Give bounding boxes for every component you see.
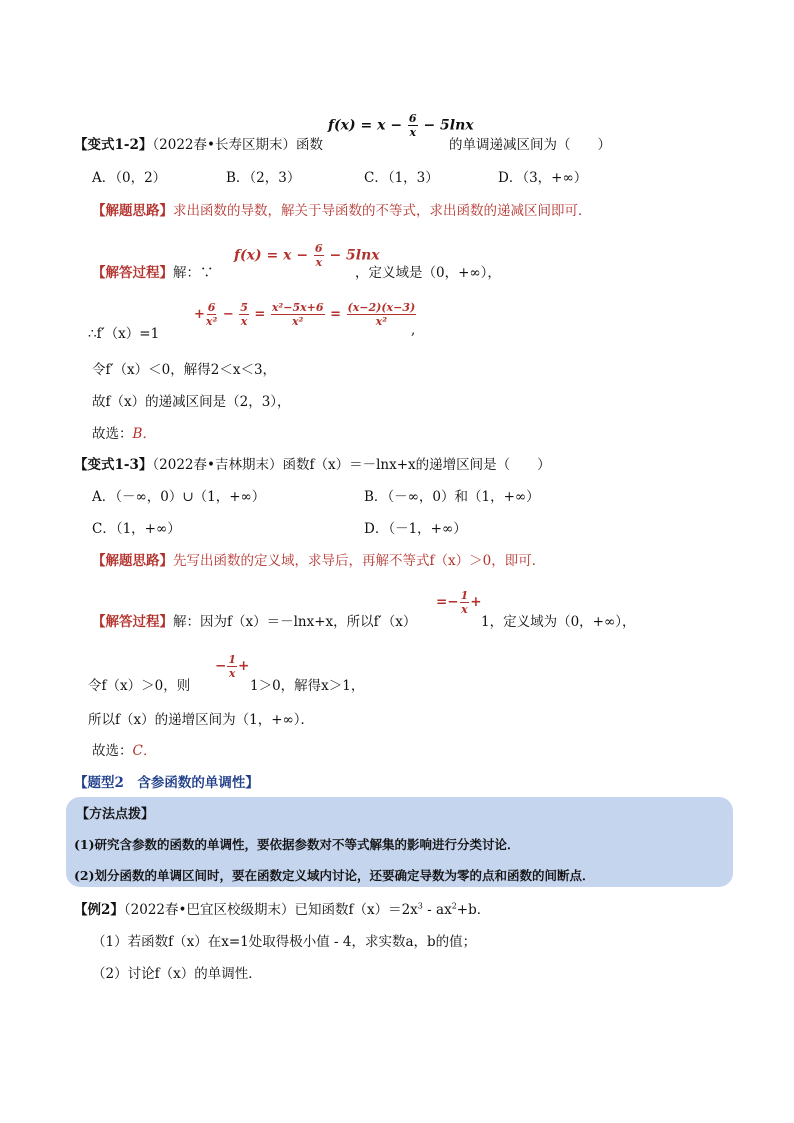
variant-label: 【变式1-2】 xyxy=(74,137,153,153)
option-c: C．（1，+∞） xyxy=(92,521,181,537)
example2-part-1: （1）若函数f（x）在x=1处取得极小值 - 4，求实数a，b的值； xyxy=(92,934,477,950)
deriv-frac-4 xyxy=(347,302,417,327)
example2-question xyxy=(74,898,490,918)
v13-answer xyxy=(92,739,156,759)
formula-tail: − 5lnx xyxy=(418,117,474,134)
frac-num: 6 xyxy=(408,112,417,125)
deriv-frac-2 xyxy=(239,302,249,327)
deriv-frac-3 xyxy=(271,302,325,327)
option-a: A．（－∞，0）∪（1，+∞） xyxy=(92,489,266,505)
frac-den: x² xyxy=(375,315,388,328)
v12-answer xyxy=(92,422,156,442)
frac-num: 1 xyxy=(228,653,236,666)
v13-let-tail: 1＞0，解得x＞1， xyxy=(250,678,365,694)
example-text-c: +b． xyxy=(456,902,491,918)
example-text-b: - ax xyxy=(422,902,452,918)
option-b: B．（－∞，0）和（1，+∞） xyxy=(364,489,540,505)
process-label: 【解答过程】 xyxy=(92,265,173,281)
example-text-a: （2022春•巴宜区校级期末）已知函数f（x）＝2x xyxy=(123,902,418,918)
frac-num: 1 xyxy=(460,589,469,602)
v13-conclusion: 所以f（x）的递增区间为（1，+∞）． xyxy=(88,712,315,728)
comma: , xyxy=(411,322,416,338)
v12-let-line: 令f′（x）＜0，解得2＜x＜3， xyxy=(92,362,277,378)
v12-process xyxy=(92,261,214,281)
hint-label: 【解题思路】 xyxy=(92,203,173,219)
formula-tail: − 5lnx xyxy=(324,247,380,264)
option-c: C．（1，3） xyxy=(364,170,439,186)
formula-fraction xyxy=(408,113,418,138)
v12-hint xyxy=(92,199,592,219)
frac-den: x xyxy=(228,667,236,680)
formula-head: f(x) = x − xyxy=(328,117,407,134)
hint-text: 求出函数的导数，解关于导函数的不等式，求出函数的递减区间即可． xyxy=(173,203,592,219)
frac-den: x xyxy=(315,256,323,269)
method-item-1: (1)研究含参数的函数的单调性，要依据参数对不等式解集的影响进行分类讨论． xyxy=(74,837,520,852)
v13-process xyxy=(92,610,416,630)
hint-label: 【解题思路】 xyxy=(92,553,173,569)
example-label: 【例2】 xyxy=(74,902,124,918)
formula-head: f(x) = x − xyxy=(234,247,313,264)
v12-derivative-prefix: ∴f′（x）=1 xyxy=(88,326,160,342)
plus-sign: + xyxy=(470,594,482,610)
v12-domain: ，定义域是（0，+∞）， xyxy=(355,265,501,281)
option-d: D．（－1，+∞） xyxy=(364,521,467,537)
v12-conclusion: 故f（x）的递减区间是（2，3）， xyxy=(92,394,291,410)
method-title: 【方法点拨】 xyxy=(76,807,155,822)
frac-num: x²−5x+6 xyxy=(271,301,324,314)
answer-label: 故选： xyxy=(92,426,133,442)
v12-question xyxy=(74,133,323,153)
frac-den: x xyxy=(409,126,417,139)
v13-let-expr xyxy=(215,654,249,679)
process-text: 解：∵ xyxy=(173,265,214,281)
answer-value: B． xyxy=(132,426,156,442)
hint-text: 先写出函数的定义域，求导后，再解不等式f（x）＞0，即可． xyxy=(173,553,546,569)
deriv-frac-1 xyxy=(206,302,217,327)
option-a: A．（0，2） xyxy=(92,170,167,186)
answer-value: C． xyxy=(132,743,157,759)
frac-num: 6 xyxy=(207,301,216,314)
superscript: 2 xyxy=(451,901,457,911)
v13-domain: 1，定义域为（0，+∞）， xyxy=(481,614,636,630)
option-d: D．（3，+∞） xyxy=(498,170,588,186)
frac-num: (x−2)(x−3) xyxy=(347,301,416,314)
frac-num: 5 xyxy=(240,301,248,314)
frac-num: 6 xyxy=(314,242,323,255)
deriv-frac xyxy=(460,590,470,615)
eq-sign: =− xyxy=(436,594,459,610)
formula-fraction xyxy=(314,243,324,268)
v13-let-line: 令f（x）＞0，则 xyxy=(88,678,191,694)
frac-den: x xyxy=(240,315,248,328)
plus-sign: + xyxy=(237,658,250,674)
process-text: 解：因为f（x）＝－lnx+x，所以f′（x） xyxy=(173,614,417,630)
process-label: 【解答过程】 xyxy=(92,614,173,630)
v13-hint xyxy=(92,549,545,569)
option-b: B．（2，3） xyxy=(226,170,301,186)
frac-den: x² xyxy=(292,315,304,328)
v13-question xyxy=(74,453,551,473)
v12-question-tail: 的单调递减区间为（ ） xyxy=(449,137,611,153)
topic-title: 【题型2 含参函数的单调性】 xyxy=(74,775,259,791)
frac-den: x xyxy=(461,603,468,616)
example2-part-2: （2）讨论f（x）的单调性． xyxy=(92,966,262,982)
v13-derivative-expr xyxy=(436,590,482,615)
answer-label: 故选： xyxy=(92,743,133,759)
minus-sign: − xyxy=(215,658,227,674)
variant-label: 【变式1-3】 xyxy=(74,457,153,473)
frac-den: x² xyxy=(205,315,218,328)
v12-derivative-expr: + $\frac{6}{\text{x²}}$ − $\frac{5}{x}$ = $\frac{\text{x²−5x+6}}{\text{x²}}$ = $\frac{(x-2)(x-3)}{\text{x²}}$ xyxy=(194,301,416,328)
question-source: （2022春•长寿区期末）函数 xyxy=(152,137,323,153)
let-frac xyxy=(227,654,237,679)
superscript: 3 xyxy=(417,901,423,911)
method-item-2: (2)划分函数的单调区间时，要在函数定义域内讨论，还要确定导数为零的点和函数的间断点． xyxy=(74,868,595,883)
question-text: （2022春•吉林期末）函数f（x）＝－lnx+x的递增区间是（ ） xyxy=(152,457,551,473)
